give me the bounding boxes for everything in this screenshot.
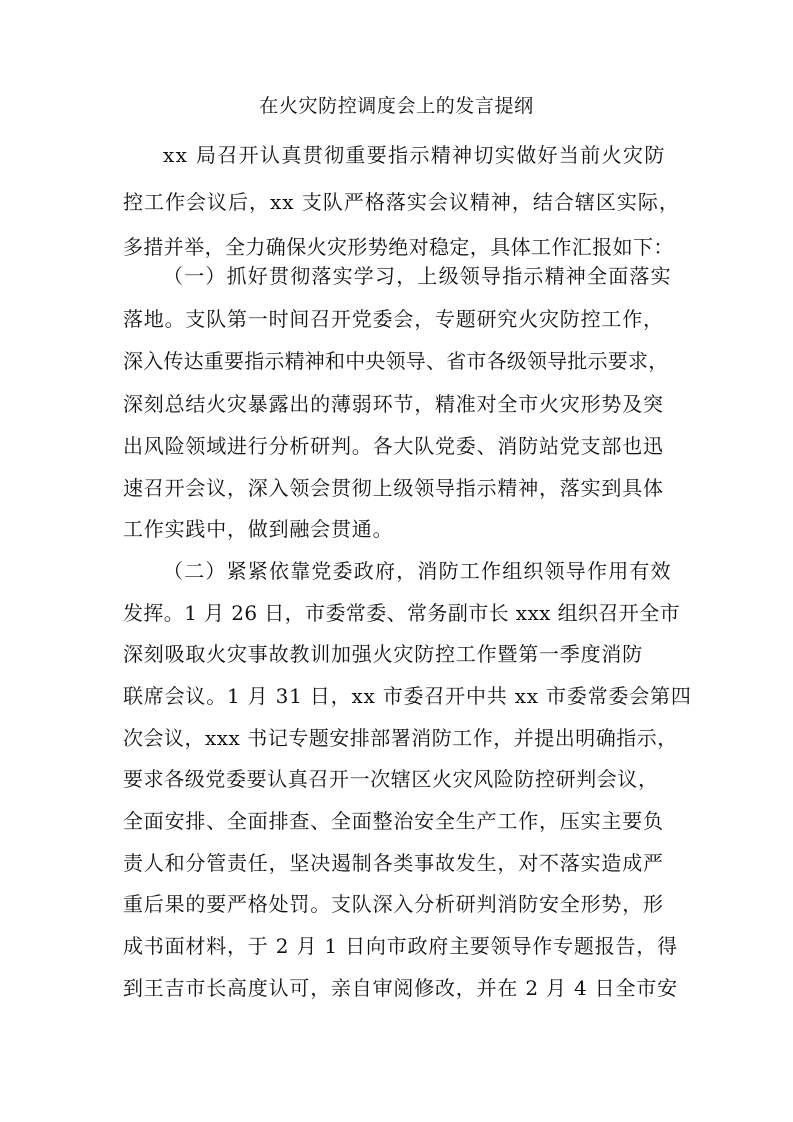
document-title: 在火灾防控调度会上的发言提纲 [259, 95, 534, 117]
body-line-14: 联席会议。1 月 31 日，xx 市委召开中共 xx 市委常委会第四 [123, 684, 692, 708]
body-line-9: 速召开会议，深入领会贯彻上级领导指示精神，落实到具体 [123, 476, 664, 500]
body-line-19: 重后果的要严格处罚。支队深入分析研判消防安全形势，形 [123, 892, 664, 916]
body-line-4: （一）抓好贯彻落实学习，上级领导指示精神全面落实 [163, 264, 672, 288]
body-line-20: 成书面材料，于 2 月 1 日向市政府主要领导作专题报告，得 [123, 934, 678, 958]
body-line-8: 出风险领域进行分析研判。各大队党委、消防站党支部也迅 [123, 434, 664, 458]
body-line-13: 深刻吸取火灾事故教训加强火灾防控工作暨第一季度消防 [123, 642, 643, 666]
body-line-1: xx 局召开认真贯彻重要指示精神切实做好当前火灾防 [163, 143, 666, 167]
body-line-12: 发挥。1 月 26 日，市委常委、常务副市长 xxx 组织召开全市 [123, 601, 680, 625]
body-line-5: 落地。支队第一时间召开党委会，专题研究火灾防控工作， [123, 307, 664, 331]
body-line-7: 深刻总结火灾暴露出的薄弱环节，精准对全市火灾形势及突 [123, 392, 664, 416]
body-line-2: 控工作会议后，xx 支队严格落实会议精神，结合辖区实际， [123, 190, 680, 214]
body-line-16: 要求各级党委要认真召开一次辖区火灾风险防控研判会议， [123, 767, 659, 791]
body-line-17: 全面安排、全面排查、全面整治安全生产工作，压实主要负 [123, 809, 664, 833]
body-line-10: 工作实践中，做到融会贯通。 [123, 517, 394, 541]
body-line-21: 到王吉市长高度认可，亲自审阅修改，并在 2 月 4 日全市安 [123, 976, 678, 1000]
body-line-11: （二）紧紧依靠党委政府，消防工作组织领导作用有效 [163, 559, 672, 583]
body-line-6: 深入传达重要指示精神和中央领导、省市各级领导批示要求， [123, 349, 669, 373]
body-line-3: 多措并举，全力确保火灾形势绝对稳定，具体工作汇报如下： [123, 235, 674, 259]
body-line-15: 次会议，xxx 书记专题安排部署消防工作，并提出明确指示， [123, 726, 678, 750]
body-line-18: 责人和分管责任，坚决遏制各类事故发生，对不落实造成严 [123, 851, 664, 875]
